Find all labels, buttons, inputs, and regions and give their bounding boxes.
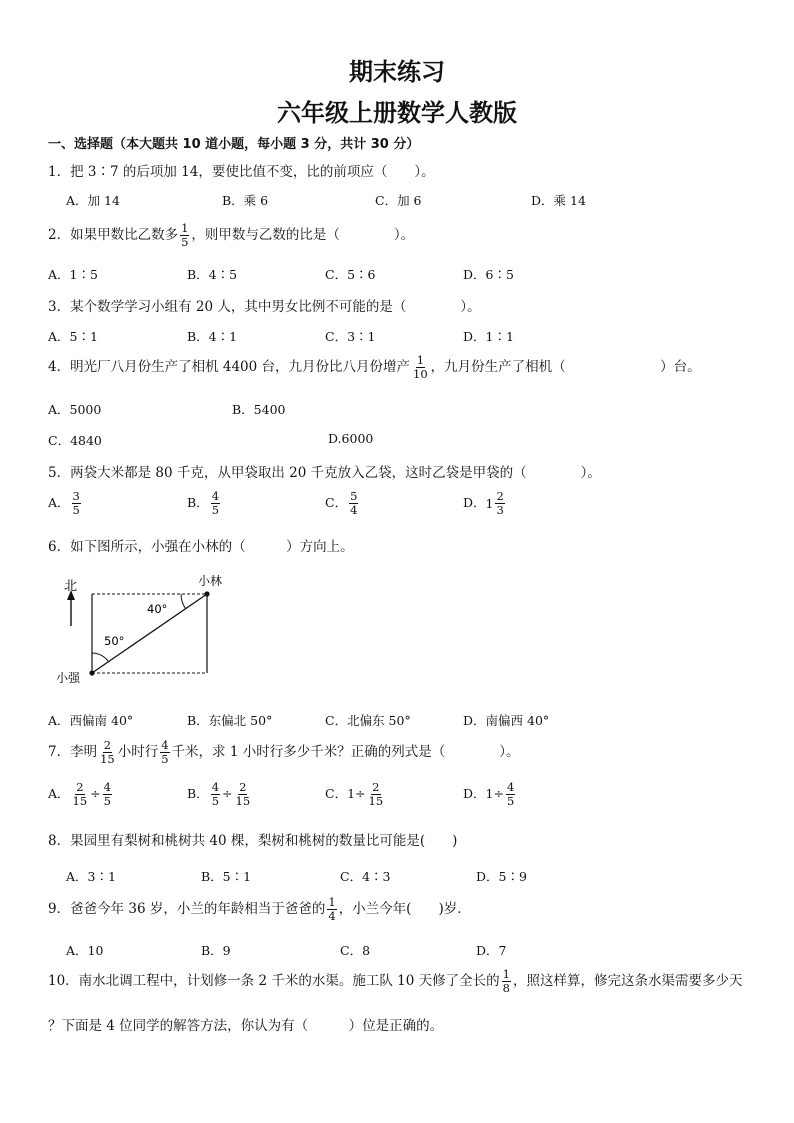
q6-option-c: C．北偏东 50° — [325, 713, 411, 728]
q1-option-b: B．乘 6 — [222, 193, 269, 208]
question-6: 6．如下图所示，小强在小林的（ ）方向上。 — [48, 539, 354, 555]
q9-option-a: A．10 — [66, 943, 104, 958]
question-10: 10．南水北调工程中，计划修一条 2 千米的水渠。施工队 10 天修了全长的 $\frac{1}{8}$ ，照这样算，修完这条水渠需要多少天 — [48, 967, 743, 995]
fraction: $\frac{4}{5}$ — [211, 780, 220, 808]
page-subtitle: 六年级上册数学人教版 — [277, 99, 517, 127]
q5-option-b: B． $\frac{4}{5}$ — [187, 489, 220, 517]
q3-option-d: D．1∶1 — [463, 329, 514, 344]
question-10-line-2: ？下面是 4 位同学的解答方法，你认为有（ ）位是正确的。 — [48, 1018, 444, 1034]
direction-diagram — [48, 570, 248, 690]
fraction: $\frac{2}{15}$ — [235, 780, 251, 808]
q6-option-d: D．南偏西 40° — [463, 713, 550, 728]
label-xiaolin: 小林 — [198, 574, 223, 588]
section-heading: 一、选择题（本大题共 10 道小题，每小题 3 分，共计 30 分） — [48, 137, 420, 152]
fraction: $\frac{5}{4}$ — [350, 489, 358, 517]
q8-option-b: B．5∶1 — [201, 869, 252, 884]
q3-option-c: C．3∶1 — [325, 329, 376, 344]
angle-label-top: 40° — [147, 602, 168, 616]
fraction: $\frac{4}{5}$ — [506, 780, 515, 808]
q9-option-c: C．8 — [340, 943, 371, 958]
question-7: 7．李明 $\frac{2}{15}$ 小时行 $\frac{4}{5}$ 千米，求 1 小时行多少千米？正确的列式是（ ）。 — [48, 738, 520, 766]
point-xiaolin — [204, 591, 209, 596]
q7-option-a: A． $\frac{2}{15}$ ÷ $\frac{4}{5}$ — [48, 780, 111, 808]
fraction: $\frac{1}{10}$ — [413, 353, 428, 381]
q8-option-c: C．4∶3 — [340, 869, 391, 884]
fraction: $\frac{1}{4}$ — [328, 895, 336, 923]
q9-option-b: B．9 — [201, 943, 231, 958]
question-9: 9．爸爸今年 36 岁，小兰的年龄相当于爸爸的 $\frac{1}{4}$ ，小兰今年( )岁． — [48, 895, 471, 923]
q2-option-c: C．5∶6 — [325, 267, 376, 282]
question-4: 4．明光厂八月份生产了相机 4400 台，九月份比八月份增产 $\frac{1}{10}$ ，九月份生产了相机（ ）台。 — [48, 353, 701, 381]
page-title: 期末练习 — [349, 58, 445, 86]
q6-option-b: B．东偏北 50° — [187, 713, 273, 728]
fraction: $\frac{2}{3}$ — [496, 489, 504, 517]
q2-option-b: B．4∶5 — [187, 267, 238, 282]
q2-option-a: A．1∶5 — [48, 267, 98, 282]
fraction: $\frac{1}{8}$ — [502, 967, 510, 995]
q6-option-a: A．西偏南 40° — [48, 713, 134, 728]
question-3: 3．某个数学学习小组有 20 人，其中男女比例不可能的是（ ）。 — [48, 299, 481, 315]
fraction: $\frac{4}{5}$ — [161, 738, 169, 766]
question-5: 5．两袋大米都是 80 千克，从甲袋取出 20 千克放入乙袋，这时乙袋是甲袋的（ ）。 — [48, 465, 601, 481]
q4-option-b: B．5400 — [232, 402, 286, 417]
q5-option-a: A． $\frac{3}{5}$ — [48, 489, 80, 517]
q7-option-d: D．1÷ $\frac{4}{5}$ — [463, 780, 515, 808]
north-label: 北 — [64, 579, 78, 594]
fraction: $\frac{3}{5}$ — [72, 489, 80, 517]
q8-option-d: D．5∶9 — [476, 869, 527, 884]
fraction: $\frac{2}{15}$ — [72, 780, 88, 808]
point-xiaoqiang — [89, 670, 94, 675]
q4-option-c: C．4840 — [48, 433, 102, 448]
fraction: $\frac{1}{5}$ — [181, 221, 189, 249]
angle-label-bottom: 50° — [104, 634, 125, 648]
q7-option-b: B． $\frac{4}{5}$ ÷ $\frac{2}{15}$ — [187, 780, 251, 808]
q1-option-d: D．乘 14 — [531, 193, 586, 208]
fraction: $\frac{2}{15}$ — [368, 780, 384, 808]
q8-option-a: A．3∶1 — [66, 869, 116, 884]
q5-option-d: D． 1 $\frac{2}{3}$ — [463, 489, 504, 517]
q2-option-d: D．6∶5 — [463, 267, 514, 282]
question-8: 8．果园里有梨树和桃树共 40 棵，梨树和桃树的数量比可能是( ) — [48, 833, 458, 849]
angle-arc-top — [181, 594, 186, 609]
q4-option-a: A．5000 — [48, 402, 102, 417]
q5-option-c: C． $\frac{5}{4}$ — [325, 489, 358, 517]
fraction: $\frac{4}{5}$ — [103, 780, 111, 808]
angle-arc-bottom — [92, 653, 109, 662]
q1-option-c: C．加 6 — [375, 193, 422, 208]
q1-option-a: A．加 14 — [66, 193, 120, 208]
fraction: $\frac{4}{5}$ — [211, 489, 220, 517]
q7-option-c: C．1÷ $\frac{2}{15}$ — [325, 780, 384, 808]
question-2: 2．如果甲数比乙数多 $\frac{1}{5}$ ，则甲数与乙数的比是（ ）。 — [48, 221, 415, 249]
fraction: $\frac{2}{15}$ — [100, 738, 115, 766]
question-1: 1．把 3∶7 的后项加 14，要使比值不变，比的前项应（ ）。 — [48, 164, 435, 180]
q3-option-b: B．4∶1 — [187, 329, 238, 344]
label-xiaoqiang: 小强 — [56, 671, 81, 685]
q4-option-d: D.6000 — [328, 431, 374, 446]
q3-option-a: A．5∶1 — [48, 329, 98, 344]
q9-option-d: D．7 — [476, 943, 507, 958]
